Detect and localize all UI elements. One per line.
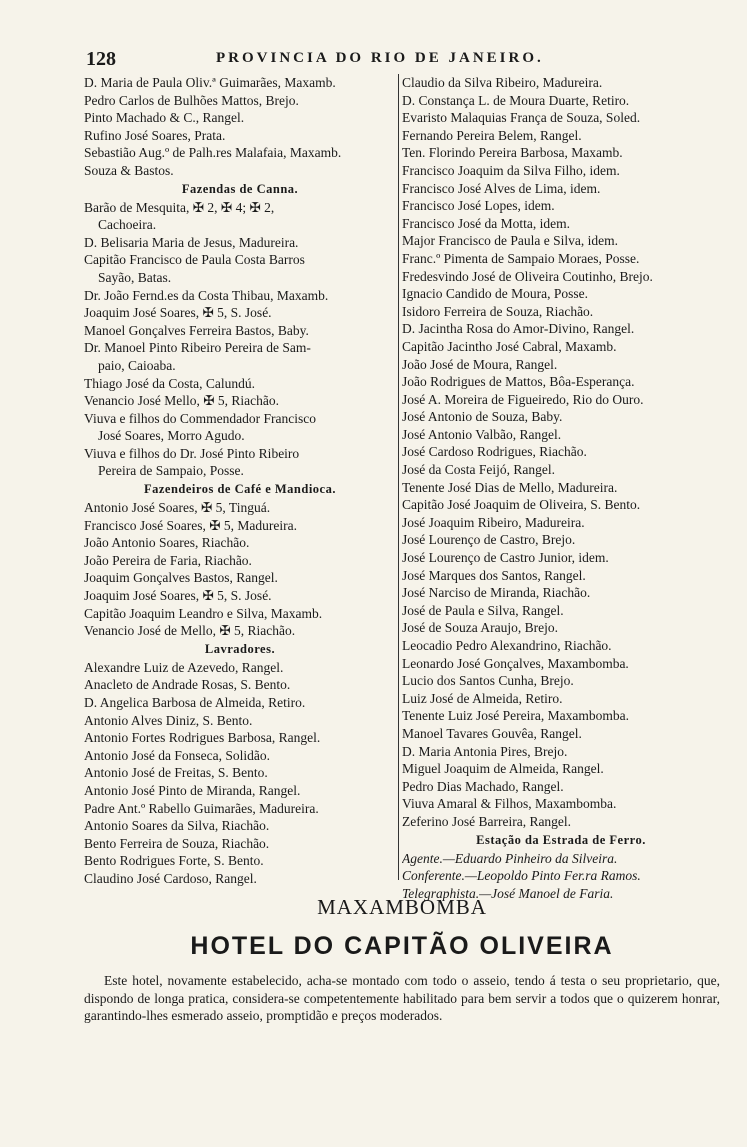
directory-entry: Rufino José Soares, Prata. — [84, 127, 226, 143]
directory-entry: Franc.º Pimenta de Sampaio Moraes, Posse. — [402, 250, 640, 266]
directory-entry: José da Costa Feijó, Rangel. — [402, 462, 555, 478]
directory-entry: José Antonio de Souza, Baby. — [402, 409, 563, 425]
directory-entry: Venancio José Mello, ✠ 5, Riachão. — [84, 393, 280, 409]
directory-entry: Antonio Alves Diniz, S. Bento. — [84, 712, 253, 728]
section-heading: Fazendeiros de Café e Mandioca. — [144, 482, 336, 497]
section-heading: Fazendas de Canna. — [181, 181, 299, 196]
directory-entry: Antonio José da Fonseca, Solidão. — [84, 747, 270, 763]
directory-entry: José Narciso de Miranda, Riachão. — [402, 585, 591, 601]
directory-entry: Antonio José Pinto de Miranda, Rangel. — [84, 782, 301, 798]
directory-entry: Francisco José Soares, ✠ 5, Madureira. — [84, 517, 298, 533]
directory-entry: José de Paula e Silva, Rangel. — [402, 602, 564, 618]
directory-entry: Viuva Amaral & Filhos, Maxambomba. — [402, 796, 617, 812]
directory-entry: José A. Moreira de Figueiredo, Rio do Ouro. — [402, 391, 644, 407]
directory-entry: Pereira de Sampaio, Posse. — [98, 463, 244, 479]
directory-entry: Viuva e filhos do Commendador Francisco — [84, 410, 317, 426]
town-heading: MAXAMBOMBA — [317, 895, 487, 919]
directory-entry: José Antonio Valbão, Rangel. — [402, 426, 562, 442]
directory-entry: Antonio Fortes Rodrigues Barbosa, Rangel. — [84, 730, 321, 746]
directory-entry: Antonio José Soares, ✠ 5, Tinguá. — [84, 500, 271, 516]
directory-entry: Antonio Soares da Silva, Riachão. — [84, 818, 270, 834]
directory-entry: D. Maria Antonia Pires, Brejo. — [402, 743, 568, 759]
directory-entry: José Lourenço de Castro Junior, idem. — [402, 550, 609, 566]
directory-entry: Capitão Francisco de Paula Costa Barros — [84, 252, 305, 268]
directory-entry: Alexandre Luiz de Azevedo, Rangel. — [84, 659, 284, 675]
directory-entry: Souza & Bastos. — [84, 162, 174, 178]
advertisement-text: Este hotel, novamente estabelecido, acha-se montado com todo o asseio, tendo á testa o seu proprietario, que, dispondo de longa pratica, considera-se competentemente habilitado para bem servir a todos que o quizerem honrar, garantindo-lhes esmerado asseio, promptidão e preços moderados. — [84, 973, 720, 1023]
directory-entry: João Antonio Soares, Riachão. — [84, 535, 250, 551]
directory-entry: Tenente José Dias de Mello, Madureira. — [402, 479, 618, 495]
directory-entry: Bento Rodrigues Forte, S. Bento. — [84, 853, 264, 869]
directory-entry: Francisco José Lopes, idem. — [402, 198, 555, 214]
directory-entry: D. Jacintha Rosa do Amor-Divino, Rangel. — [402, 321, 635, 337]
directory-entry: Cachoeira. — [98, 217, 157, 233]
two-column-listing — [84, 74, 720, 901]
right-column — [402, 74, 720, 902]
column-divider — [398, 74, 399, 880]
directory-entry: Luiz José de Almeida, Retiro. — [402, 690, 563, 706]
directory-entry: José Marques dos Santos, Rangel. — [402, 567, 586, 583]
hotel-title: HOTEL DO CAPITÃO OLIVEIRA — [190, 932, 614, 960]
directory-entry: Agente.—Eduardo Pinheiro da Silveira. — [402, 850, 618, 866]
page-number: 128 — [86, 48, 116, 70]
directory-entry: Claudio da Silva Ribeiro, Madureira. — [402, 75, 603, 90]
directory-entry: Pedro Carlos de Bulhões Mattos, Brejo. — [84, 92, 299, 108]
advertisement-body — [84, 972, 720, 1025]
directory-entry: José de Souza Araujo, Brejo. — [402, 620, 558, 636]
directory-entry: Thiago José da Costa, Calundú. — [84, 375, 255, 391]
directory-entry: Capitão Joaquim Leandro e Silva, Maxamb. — [84, 605, 323, 621]
directory-entry: D. Angelica Barbosa de Almeida, Retiro. — [84, 695, 306, 710]
directory-entry: Manoel Tavares Gouvêa, Rangel. — [402, 725, 582, 741]
left-column — [84, 74, 396, 888]
directory-entry: Capitão Jacintho José Cabral, Maxamb. — [402, 338, 617, 354]
directory-entry: Barão de Mesquita, ✠ 2, ✠ 4; ✠ 2, — [84, 199, 275, 215]
directory-entry: Ignacio Candido de Moura, Posse. — [402, 286, 588, 302]
directory-entry: Bento Ferreira de Souza, Riachão. — [84, 835, 270, 851]
directory-entry: José Cardoso Rodrigues, Riachão. — [402, 444, 587, 460]
directory-entry: Miguel Joaquim de Almeida, Rangel. — [402, 761, 604, 777]
directory-entry: Venancio José de Mello, ✠ 5, Riachão. — [84, 623, 296, 639]
directory-entry: Major Francisco de Paula e Silva, idem. — [402, 233, 618, 249]
directory-entry: Viuva e filhos do Dr. José Pinto Ribeiro — [84, 445, 300, 461]
directory-entry: Leonardo José Gonçalves, Maxambomba. — [402, 655, 629, 671]
directory-entry: Dr. João Fernd.es da Costa Thibau, Maxamb. — [84, 287, 329, 303]
directory-entry: Francisco José Alves de Lima, idem. — [402, 180, 601, 196]
directory-entry: Fredesvindo José de Oliveira Coutinho, Brejo. — [402, 268, 653, 284]
directory-entry: Capitão José Joaquim de Oliveira, S. Bento. — [402, 497, 641, 513]
directory-entry: Claudino José Cardoso, Rangel. — [84, 870, 257, 886]
directory-entry: Padre Ant.º Rabello Guimarães, Madureira. — [84, 800, 319, 816]
directory-entry: Pedro Dias Machado, Rangel. — [402, 778, 564, 794]
directory-entry: Sayão, Batas. — [98, 269, 172, 285]
directory-entry: Sebastião Aug.º de Palh.res Malafaia, Maxamb. — [84, 145, 342, 161]
directory-entry: Joaquim José Soares, ✠ 5, S. José. — [84, 305, 272, 321]
directory-entry: José Soares, Morro Agudo. — [98, 428, 245, 444]
directory-entry: D. Constança L. de Moura Duarte, Retiro. — [402, 92, 630, 108]
directory-entry: Zeferino José Barreira, Rangel. — [402, 813, 572, 829]
directory-entry: Conferente.—Leopoldo Pinto Fer.ra Ramos. — [402, 868, 641, 884]
directory-entry: Antonio José de Freitas, S. Bento. — [84, 765, 268, 781]
directory-entry: Pinto Machado & C., Rangel. — [84, 110, 245, 126]
directory-entry: Ten. Florindo Pereira Barbosa, Maxamb. — [402, 145, 623, 161]
section-heading: Lavradores. — [204, 641, 276, 656]
directory-entry: Fernando Pereira Belem, Rangel. — [402, 127, 582, 143]
directory-entry: João Rodrigues de Mattos, Bôa-Esperança. — [402, 374, 635, 390]
page-header — [86, 48, 716, 72]
directory-entry: José Joaquim Ribeiro, Madureira. — [402, 514, 585, 530]
directory-entry: Francisco José da Motta, idem. — [402, 215, 570, 231]
directory-entry: Joaquim José Soares, ✠ 5, S. José. — [84, 588, 272, 604]
directory-entry: Lucio dos Santos Cunha, Brejo. — [402, 673, 574, 689]
directory-entry: José Lourenço de Castro, Brejo. — [402, 532, 576, 548]
directory-entry: Evaristo Malaquias França de Souza, Soled. — [402, 110, 641, 126]
directory-entry: Anacleto de Andrade Rosas, S. Bento. — [84, 677, 291, 693]
section-heading: Estação da Estrada de Ferro. — [476, 832, 646, 847]
directory-entry: D. Maria de Paula Oliv.ª Guimarães, Maxamb. — [84, 75, 336, 90]
directory-entry: D. Belisaria Maria de Jesus, Madureira. — [84, 234, 299, 250]
directory-entry: Isidoro Ferreira de Souza, Riachão. — [402, 303, 594, 319]
directory-entry: Francisco Joaquim da Silva Filho, idem. — [402, 162, 620, 178]
directory-entry: Joaquim Gonçalves Bastos, Rangel. — [84, 570, 278, 586]
directory-entry: Manoel Gonçalves Ferreira Bastos, Baby. — [84, 322, 309, 338]
directory-entry: João Pereira de Faria, Riachão. — [84, 552, 252, 568]
directory-entry: Tenente Luiz José Pereira, Maxambomba. — [402, 708, 629, 724]
directory-entry: João José de Moura, Rangel. — [402, 356, 558, 372]
directory-entry: Dr. Manoel Pinto Ribeiro Pereira de Sam- — [84, 340, 311, 356]
directory-entry: Telegraphista.—José Manoel de Faria. — [402, 885, 614, 901]
directory-entry: paio, Caioaba. — [98, 357, 176, 373]
directory-entry: Leocadio Pedro Alexandrino, Riachão. — [402, 638, 612, 653]
running-title: PROVINCIA DO RIO DE JANEIRO. — [216, 50, 544, 66]
hotel-advertisement — [84, 892, 720, 1025]
